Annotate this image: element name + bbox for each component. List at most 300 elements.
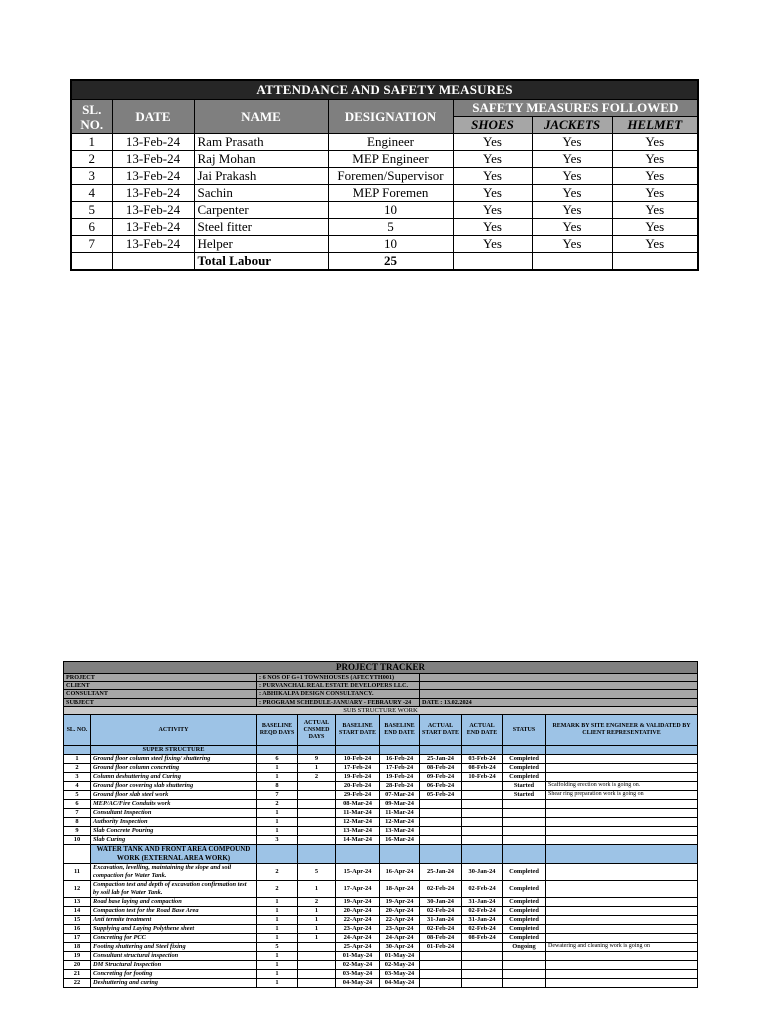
attendance-row <box>71 202 698 219</box>
row-sl: 6 <box>64 800 91 809</box>
tracker-row <box>64 864 698 881</box>
tracker-header-baseline-days: BASELINE REQD DAYS <box>257 715 298 746</box>
row-actual-days <box>298 800 336 809</box>
row-baseline-start: 19-Apr-24 <box>336 898 380 907</box>
tracker-row <box>64 773 698 782</box>
row-remark <box>546 755 698 764</box>
tracker-row <box>64 952 698 961</box>
row-actual-days <box>298 836 336 845</box>
row-activity: MEP/AC/Fire Conduits work <box>91 800 257 809</box>
row-actual-start: 25-Jan-24 <box>420 864 462 881</box>
total-row <box>71 253 698 271</box>
tracker-row <box>64 827 698 836</box>
row-actual-end <box>462 827 503 836</box>
row-sl: 15 <box>64 916 91 925</box>
row-actual-end: 08-Feb-24 <box>462 934 503 943</box>
attendance-row <box>71 185 698 202</box>
row-remark <box>546 979 698 988</box>
total-label: Total Labour <box>194 253 328 271</box>
header-date: DATE <box>112 100 194 134</box>
tracker-row <box>64 881 698 898</box>
total-empty <box>612 253 698 271</box>
row-date: 13-Feb-24 <box>112 236 194 253</box>
row-remark: Dewatering and cleaning work is going on <box>546 943 698 952</box>
row-status: Completed <box>503 934 546 943</box>
header-name: NAME <box>194 100 328 134</box>
row-activity: Footing shuttering and Steel fixing <box>91 943 257 952</box>
row-baseline-days: 1 <box>257 970 298 979</box>
row-baseline-end: 16-Feb-24 <box>380 755 420 764</box>
tracker-row <box>64 979 698 988</box>
row-actual-start <box>420 827 462 836</box>
row-status: Ongoing <box>503 943 546 952</box>
tracker-section-title: SUB STRUCTURE WORK <box>64 706 698 714</box>
row-status <box>503 952 546 961</box>
attendance-table <box>70 79 699 271</box>
row-activity: Compaction test and depth of excavation confirmation test by soil lab for Water Tank. <box>91 881 257 898</box>
row-sl: 10 <box>64 836 91 845</box>
row-name: Helper <box>194 236 328 253</box>
group-cell <box>503 845 546 864</box>
row-baseline-start: 13-Mar-24 <box>336 827 380 836</box>
row-baseline-days: 2 <box>257 864 298 881</box>
meta-label: CONSULTANT <box>64 690 257 698</box>
row-actual-start <box>420 809 462 818</box>
row-designation: 10 <box>328 236 453 253</box>
row-sl: 9 <box>64 827 91 836</box>
row-actual-end: 03-Feb-24 <box>462 755 503 764</box>
row-activity: Ground floor slab steel work <box>91 791 257 800</box>
row-actual-end <box>462 800 503 809</box>
row-jackets: Yes <box>532 134 612 151</box>
row-actual-end <box>462 836 503 845</box>
header-shoes: SHOES <box>453 117 532 134</box>
row-sl: 11 <box>64 864 91 881</box>
row-baseline-end: 30-Apr-24 <box>380 943 420 952</box>
row-remark <box>546 970 698 979</box>
row-baseline-start: 03-May-24 <box>336 970 380 979</box>
row-status: Completed <box>503 907 546 916</box>
row-baseline-end: 07-Mar-24 <box>380 791 420 800</box>
tracker-header-remark: REMARK BY SITE ENGINEER & VALIDATED BY CLIENT REPRESENTATIVE <box>546 715 698 746</box>
row-shoes: Yes <box>453 202 532 219</box>
row-baseline-end: 09-Mar-24 <box>380 800 420 809</box>
row-baseline-days: 1 <box>257 934 298 943</box>
row-activity: Consultant structural inspection <box>91 952 257 961</box>
tracker-meta-row <box>64 682 698 690</box>
row-actual-days <box>298 782 336 791</box>
row-sl: 8 <box>64 818 91 827</box>
row-helmet: Yes <box>612 219 698 236</box>
row-actual-end: 08-Feb-24 <box>462 764 503 773</box>
row-baseline-days: 1 <box>257 773 298 782</box>
row-baseline-days: 6 <box>257 755 298 764</box>
tracker-row <box>64 961 698 970</box>
tracker-header-actual-end: ACTUAL END DATE <box>462 715 503 746</box>
group-cell <box>257 845 298 864</box>
row-baseline-start: 15-Apr-24 <box>336 864 380 881</box>
group-cell <box>64 746 91 755</box>
row-baseline-start: 08-Mar-24 <box>336 800 380 809</box>
meta-label: PROJECT <box>64 674 257 682</box>
row-baseline-days: 7 <box>257 791 298 800</box>
tracker-header-baseline-end: BASELINE END DATE <box>380 715 420 746</box>
tracker-row <box>64 836 698 845</box>
row-actual-start <box>420 836 462 845</box>
row-actual-days <box>298 809 336 818</box>
group-cell <box>298 746 336 755</box>
meta-label: CLIENT <box>64 682 257 690</box>
row-remark <box>546 864 698 881</box>
row-remark <box>546 925 698 934</box>
row-activity: Ground floor covering slab shuttering <box>91 782 257 791</box>
row-sl: 13 <box>64 898 91 907</box>
row-sl: 1 <box>71 134 112 151</box>
row-designation: 5 <box>328 219 453 236</box>
row-sl: 22 <box>64 979 91 988</box>
row-baseline-start: 25-Apr-24 <box>336 943 380 952</box>
row-actual-start: 08-Feb-24 <box>420 764 462 773</box>
group-cell <box>462 746 503 755</box>
row-baseline-start: 20-Apr-24 <box>336 907 380 916</box>
tracker-row <box>64 791 698 800</box>
row-actual-end <box>462 791 503 800</box>
group-cell <box>420 746 462 755</box>
row-sl: 18 <box>64 943 91 952</box>
row-remark <box>546 898 698 907</box>
row-baseline-end: 03-May-24 <box>380 970 420 979</box>
row-sl: 19 <box>64 952 91 961</box>
row-remark <box>546 764 698 773</box>
row-sl: 5 <box>71 202 112 219</box>
total-empty <box>71 253 112 271</box>
row-helmet: Yes <box>612 236 698 253</box>
row-baseline-days: 2 <box>257 881 298 898</box>
row-date: 13-Feb-24 <box>112 202 194 219</box>
row-baseline-start: 20-Feb-24 <box>336 782 380 791</box>
row-baseline-end: 04-May-24 <box>380 979 420 988</box>
attendance-row <box>71 151 698 168</box>
row-remark: Scaffolding erection work is going on. <box>546 782 698 791</box>
row-sl: 6 <box>71 219 112 236</box>
tracker-meta-row <box>64 690 698 698</box>
row-remark <box>546 836 698 845</box>
group-super-structure: SUPER STRUCTURE <box>91 746 257 755</box>
row-actual-start: 31-Jan-24 <box>420 916 462 925</box>
row-date: 13-Feb-24 <box>112 151 194 168</box>
header-helmet: HELMET <box>612 117 698 134</box>
row-actual-start <box>420 979 462 988</box>
row-baseline-start: 12-Mar-24 <box>336 818 380 827</box>
row-actual-end <box>462 943 503 952</box>
row-baseline-end: 28-Feb-24 <box>380 782 420 791</box>
row-status: Completed <box>503 925 546 934</box>
tracker-row <box>64 916 698 925</box>
row-actual-start <box>420 800 462 809</box>
row-actual-days <box>298 791 336 800</box>
row-baseline-days: 1 <box>257 979 298 988</box>
row-actual-days <box>298 970 336 979</box>
row-actual-start: 02-Feb-24 <box>420 881 462 898</box>
row-name: Raj Mohan <box>194 151 328 168</box>
row-remark <box>546 818 698 827</box>
row-actual-start: 01-Feb-24 <box>420 943 462 952</box>
row-baseline-days: 1 <box>257 916 298 925</box>
row-designation: Engineer <box>328 134 453 151</box>
row-actual-days <box>298 952 336 961</box>
tracker-header-sl: SL. NO. <box>64 715 91 746</box>
row-actual-days <box>298 943 336 952</box>
row-sl: 17 <box>64 934 91 943</box>
row-activity: Ground floor column steel fixing/ shuttering <box>91 755 257 764</box>
total-value: 25 <box>328 253 453 271</box>
row-baseline-start: 10-Feb-24 <box>336 755 380 764</box>
project-tracker-table <box>63 661 698 988</box>
row-actual-start: 05-Feb-24 <box>420 791 462 800</box>
row-helmet: Yes <box>612 202 698 219</box>
row-date: 13-Feb-24 <box>112 168 194 185</box>
row-baseline-start: 14-Mar-24 <box>336 836 380 845</box>
row-baseline-end: 22-Apr-24 <box>380 916 420 925</box>
row-sl: 3 <box>64 773 91 782</box>
row-actual-end <box>462 818 503 827</box>
row-jackets: Yes <box>532 151 612 168</box>
row-baseline-days: 1 <box>257 818 298 827</box>
row-sl: 7 <box>71 236 112 253</box>
row-baseline-days: 2 <box>257 800 298 809</box>
tracker-row <box>64 800 698 809</box>
row-activity: Ground floor column concreting <box>91 764 257 773</box>
row-activity: Deshuttering and curing <box>91 979 257 988</box>
group-cell <box>257 746 298 755</box>
row-baseline-start: 19-Feb-24 <box>336 773 380 782</box>
row-status: Completed <box>503 916 546 925</box>
meta-extra <box>420 690 698 698</box>
row-actual-end: 02-Feb-24 <box>462 925 503 934</box>
row-baseline-days: 1 <box>257 925 298 934</box>
row-designation: Foremen/Supervisor <box>328 168 453 185</box>
row-activity: Slab Curing <box>91 836 257 845</box>
row-actual-end <box>462 979 503 988</box>
row-actual-start: 02-Feb-24 <box>420 925 462 934</box>
tracker-meta-row <box>64 698 698 706</box>
row-baseline-start: 23-Apr-24 <box>336 925 380 934</box>
row-actual-end <box>462 782 503 791</box>
meta-value: : ABHIKALPA DESIGN CONSULTANCY. <box>257 690 420 698</box>
header-sl: SL. NO. <box>71 100 112 134</box>
group-cell <box>64 845 91 864</box>
row-status: Completed <box>503 755 546 764</box>
row-remark <box>546 881 698 898</box>
row-baseline-days: 1 <box>257 809 298 818</box>
row-status: Completed <box>503 764 546 773</box>
row-status <box>503 809 546 818</box>
group-water-tank: WATER TANK AND FRONT AREA COMPOUND WORK (EXTERNAL AREA WORK) <box>91 845 257 864</box>
row-remark <box>546 800 698 809</box>
row-baseline-end: 20-Apr-24 <box>380 907 420 916</box>
group-cell <box>380 845 420 864</box>
row-actual-days: 1 <box>298 934 336 943</box>
row-name: Carpenter <box>194 202 328 219</box>
row-actual-days <box>298 979 336 988</box>
row-actual-end <box>462 961 503 970</box>
group-cell <box>546 746 698 755</box>
row-actual-days <box>298 961 336 970</box>
row-activity: Concreting for footing <box>91 970 257 979</box>
row-jackets: Yes <box>532 185 612 202</box>
row-activity: Compaction test for the Road Base Area <box>91 907 257 916</box>
tracker-row <box>64 943 698 952</box>
row-baseline-start: 11-Mar-24 <box>336 809 380 818</box>
row-actual-start: 25-Jan-24 <box>420 755 462 764</box>
row-activity: DM Structural Inspection <box>91 961 257 970</box>
total-empty <box>112 253 194 271</box>
row-remark <box>546 934 698 943</box>
row-jackets: Yes <box>532 202 612 219</box>
row-sl: 2 <box>64 764 91 773</box>
row-jackets: Yes <box>532 219 612 236</box>
row-baseline-days: 1 <box>257 764 298 773</box>
row-remark <box>546 809 698 818</box>
tracker-header-actual-days: ACTUAL CNSMED DAYS <box>298 715 336 746</box>
row-baseline-end: 23-Apr-24 <box>380 925 420 934</box>
row-sl: 1 <box>64 755 91 764</box>
row-baseline-days: 5 <box>257 943 298 952</box>
tracker-title: PROJECT TRACKER <box>64 662 698 674</box>
header-jackets: JACKETS <box>532 117 612 134</box>
meta-extra <box>420 674 698 682</box>
row-actual-start <box>420 970 462 979</box>
tracker-row <box>64 898 698 907</box>
row-baseline-start: 24-Apr-24 <box>336 934 380 943</box>
row-baseline-end: 01-May-24 <box>380 952 420 961</box>
row-actual-start: 09-Feb-24 <box>420 773 462 782</box>
row-sl: 2 <box>71 151 112 168</box>
row-helmet: Yes <box>612 168 698 185</box>
total-empty <box>453 253 532 271</box>
row-activity: Anti termite treatment <box>91 916 257 925</box>
row-actual-end <box>462 952 503 961</box>
row-activity: Authority Inspection <box>91 818 257 827</box>
meta-value: : PROGRAM SCHEDULE-JANUARY - FEBRAURY -24 <box>257 698 420 706</box>
group-cell <box>380 746 420 755</box>
row-actual-end <box>462 809 503 818</box>
row-status: Completed <box>503 773 546 782</box>
row-baseline-days: 8 <box>257 782 298 791</box>
row-baseline-start: 17-Apr-24 <box>336 881 380 898</box>
row-shoes: Yes <box>453 134 532 151</box>
row-remark <box>546 773 698 782</box>
row-baseline-start: 01-May-24 <box>336 952 380 961</box>
row-baseline-end: 11-Mar-24 <box>380 809 420 818</box>
row-actual-start <box>420 818 462 827</box>
row-status <box>503 979 546 988</box>
row-status: Completed <box>503 881 546 898</box>
row-baseline-end: 24-Apr-24 <box>380 934 420 943</box>
row-baseline-days: 1 <box>257 898 298 907</box>
row-date: 13-Feb-24 <box>112 219 194 236</box>
row-actual-days: 5 <box>298 864 336 881</box>
group-cell <box>420 845 462 864</box>
row-designation: 10 <box>328 202 453 219</box>
row-actual-days <box>298 827 336 836</box>
row-name: Sachin <box>194 185 328 202</box>
row-sl: 20 <box>64 961 91 970</box>
row-status <box>503 836 546 845</box>
meta-extra <box>420 682 698 690</box>
group-cell <box>336 845 380 864</box>
row-actual-end: 10-Feb-24 <box>462 773 503 782</box>
row-baseline-end: 16-Mar-24 <box>380 836 420 845</box>
attendance-row <box>71 168 698 185</box>
row-baseline-days: 1 <box>257 961 298 970</box>
row-baseline-end: 17-Feb-24 <box>380 764 420 773</box>
attendance-title: ATTENDANCE AND SAFETY MEASURES <box>71 80 698 100</box>
row-helmet: Yes <box>612 151 698 168</box>
row-sl: 4 <box>64 782 91 791</box>
row-helmet: Yes <box>612 134 698 151</box>
tracker-row <box>64 755 698 764</box>
row-status <box>503 800 546 809</box>
total-empty <box>532 253 612 271</box>
row-shoes: Yes <box>453 236 532 253</box>
row-designation: MEP Foremen <box>328 185 453 202</box>
tracker-row <box>64 782 698 791</box>
row-baseline-end: 12-Mar-24 <box>380 818 420 827</box>
tracker-header-actual-start: ACTUAL START DATE <box>420 715 462 746</box>
row-status <box>503 970 546 979</box>
row-actual-end: 02-Feb-24 <box>462 907 503 916</box>
tracker-row <box>64 818 698 827</box>
attendance-row <box>71 236 698 253</box>
row-baseline-end: 16-Apr-24 <box>380 864 420 881</box>
row-actual-days: 2 <box>298 773 336 782</box>
tracker-row <box>64 764 698 773</box>
row-status <box>503 827 546 836</box>
tracker-header-activity: ACTIVITY <box>91 715 257 746</box>
meta-extra: DATE : 13.02.2024 <box>420 698 698 706</box>
row-actual-days: 1 <box>298 907 336 916</box>
tracker-row <box>64 934 698 943</box>
row-actual-start: 06-Feb-24 <box>420 782 462 791</box>
row-actual-end: 30-Jan-24 <box>462 864 503 881</box>
tracker-row <box>64 970 698 979</box>
header-designation: DESIGNATION <box>328 100 453 134</box>
row-remark <box>546 827 698 836</box>
row-activity: Excavation, levelling, maintaining the slope and soil compaction for Water Tank. <box>91 864 257 881</box>
row-actual-end: 31-Jan-24 <box>462 898 503 907</box>
row-baseline-start: 04-May-24 <box>336 979 380 988</box>
row-actual-start: 08-Feb-24 <box>420 934 462 943</box>
row-baseline-end: 02-May-24 <box>380 961 420 970</box>
row-sl: 21 <box>64 970 91 979</box>
tracker-header-baseline-start: BASELINE START DATE <box>336 715 380 746</box>
row-remark <box>546 952 698 961</box>
attendance-row <box>71 134 698 151</box>
row-shoes: Yes <box>453 219 532 236</box>
row-actual-days: 1 <box>298 881 336 898</box>
row-status: Started <box>503 782 546 791</box>
row-baseline-start: 29-Feb-24 <box>336 791 380 800</box>
row-baseline-end: 19-Feb-24 <box>380 773 420 782</box>
row-actual-days: 1 <box>298 764 336 773</box>
row-baseline-start: 02-May-24 <box>336 961 380 970</box>
row-baseline-days: 1 <box>257 952 298 961</box>
row-actual-start: 02-Feb-24 <box>420 907 462 916</box>
row-activity: Column deshuttering and Curing <box>91 773 257 782</box>
row-remark <box>546 916 698 925</box>
row-activity: Concreting for PCC <box>91 934 257 943</box>
